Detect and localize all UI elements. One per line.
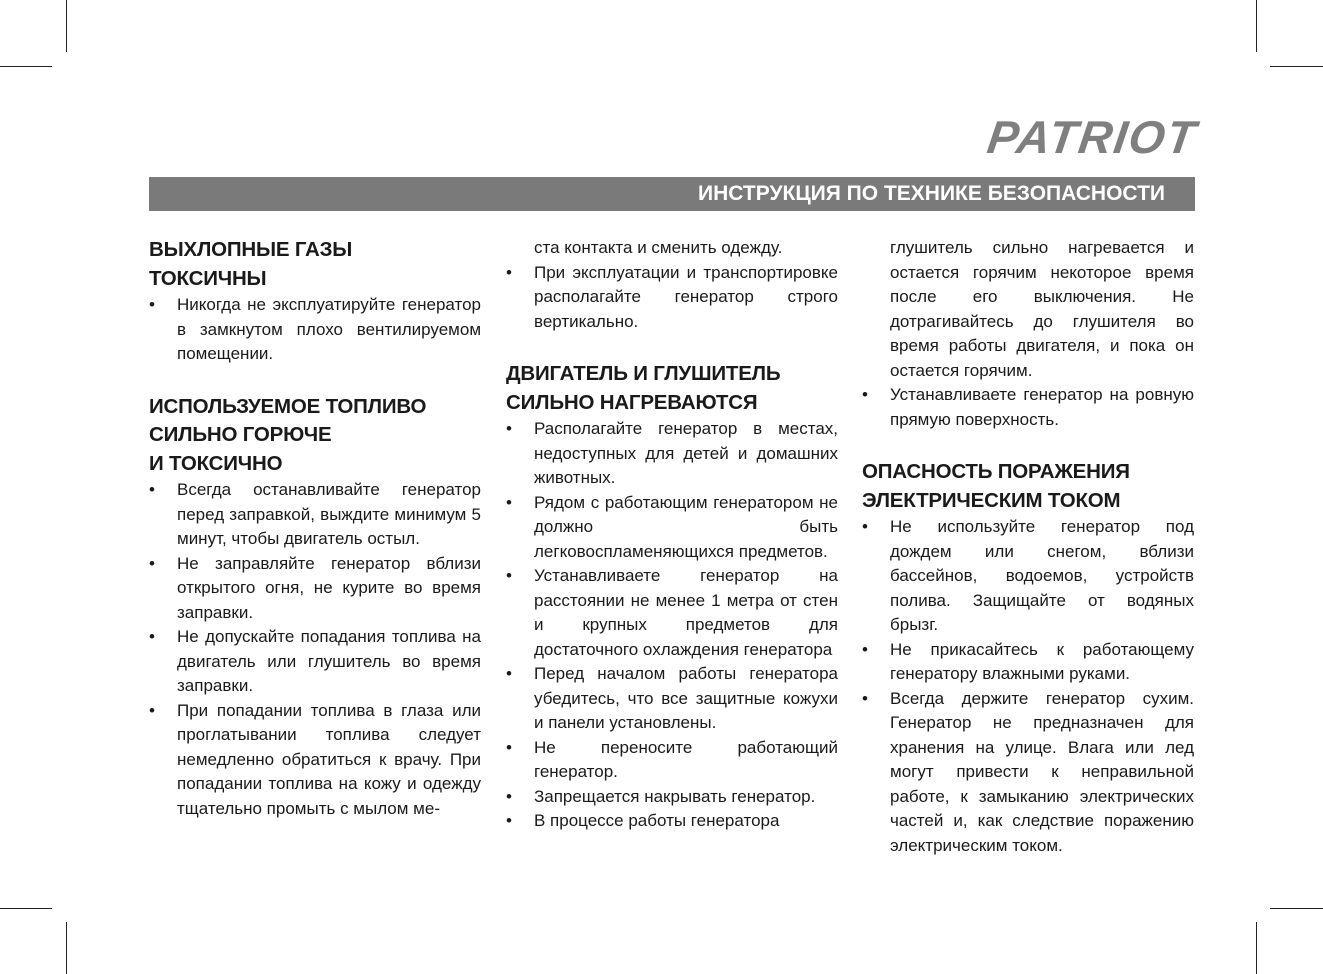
list-item: • Не заправляйте генератор вблизи открытого огня, не курите во время заправки. [149,552,481,626]
brand-logo [945,111,1201,163]
list-item: • Никогда не эксплуатируйте генератор в замкнутом плохо вентилируемом помещении. [149,293,481,367]
section-exhaust-gases [149,236,481,367]
list-item: • В процессе работы генератора [506,809,838,834]
list-item: • Не прикасайтесь к работающему генератору влажными руками. [862,638,1194,687]
list-item-continuation: ста контакта и сменить одежду. [534,238,783,257]
list-item: • Перед началом работы генератора убедитесь, что все защитные кожухи и панели установлены. [506,662,838,736]
list-item: • Располагайте генератор в местах, недоступных для детей и домашних животных. [506,417,838,491]
list-item: • Всегда держите генератор сухим. Генератор не предназначен для хранения на улице. Влага или лед могут привести к неправильной работе, к замыканию электрических частей и, как следствие поражению электрическим током. [862,687,1194,859]
section-banner [149,177,1195,211]
section-heading [149,393,481,479]
list-item: • Не переносите работающий генератор. [506,736,838,785]
heading-line: СИЛЬНО НАГРЕВАЮТСЯ [506,390,758,414]
crop-mark [1270,908,1323,909]
section-fuel [149,393,481,822]
heading-line: СИЛЬНО ГОРЮЧЕ [149,423,332,446]
crop-mark [0,66,52,67]
heading-line: ДВИГАТЕЛЬ И ГЛУШИТЕЛЬ [506,362,781,385]
list-item: • Всегда останавливайте генератор перед заправкой, выждите минимум 5 минут, чтобы двигатель остыл. [149,478,481,552]
heading-line: И ТОКСИЧНО [149,451,283,475]
list-item: • Запрещается накрывать генератор. [506,785,838,810]
heading-line: ТОКСИЧНЫ [149,266,267,290]
section-heading [149,236,481,293]
list-item-continuation: глушитель сильно нагревается и остается горячим некоторое время после его выключения. Не дотрагивайтесь до глушителя во время работы двигателя, и пока он остается горячим. [890,238,1194,380]
section-heading [506,360,838,417]
crop-mark [1270,66,1323,67]
list-item: • Не используйте генератор под дождем или снегом, вблизи бассейнов, водоемов, устройств полива. Защищайте от водяных брызг. [862,515,1194,638]
list-item: • Устанавливаете генератор на расстоянии не менее 1 метра от стен и крупных предметов для достаточного охлаждения генератора [506,564,838,662]
section-continuation [506,236,838,334]
section-engine-muffler [506,360,838,834]
list-item: • При эксплуатации и транспортировке располагайте генератор строго вертикально. [506,261,838,335]
crop-mark [66,922,67,974]
section-electric-shock [862,458,1194,858]
heading-line: ВЫХЛОПНЫЕ ГАЗЫ [149,238,353,261]
crop-mark [66,0,67,52]
brand-logo-text: PATRIOT [984,111,1201,163]
section-heading [862,458,1194,515]
column-2 [506,236,838,860]
list-item: • При попадании топлива в глаза или проглатывании топлива следует немедленно обратиться к врачу. При попадании топлива на кожу и одежду тщательно промыть с мылом ме- [149,699,481,822]
crop-mark [0,908,52,909]
crop-mark [1256,922,1257,974]
crop-mark [1256,0,1257,52]
heading-line: ЭЛЕКТРИЧЕСКИМ ТОКОМ [862,488,1121,512]
column-1 [149,236,481,847]
banner-title: ИНСТРУКЦИЯ ПО ТЕХНИКЕ БЕЗОПАСНОСТИ [697,182,1165,205]
heading-line: ОПАСНОСТЬ ПОРАЖЕНИЯ [862,460,1130,483]
heading-line: ИСПОЛЬЗУЕМОЕ ТОПЛИВО [149,394,427,418]
list-item: • Рядом с работающим генератором не должно быть легковоспламеняющихся предметов. [506,491,838,565]
column-3 [862,236,1194,884]
section-continuation [862,236,1194,432]
list-item: • Не допускайте попадания топлива на двигатель или глушитель во время заправки. [149,625,481,699]
list-item: • Устанавливаете генератор на ровную прямую поверхность. [862,383,1194,432]
